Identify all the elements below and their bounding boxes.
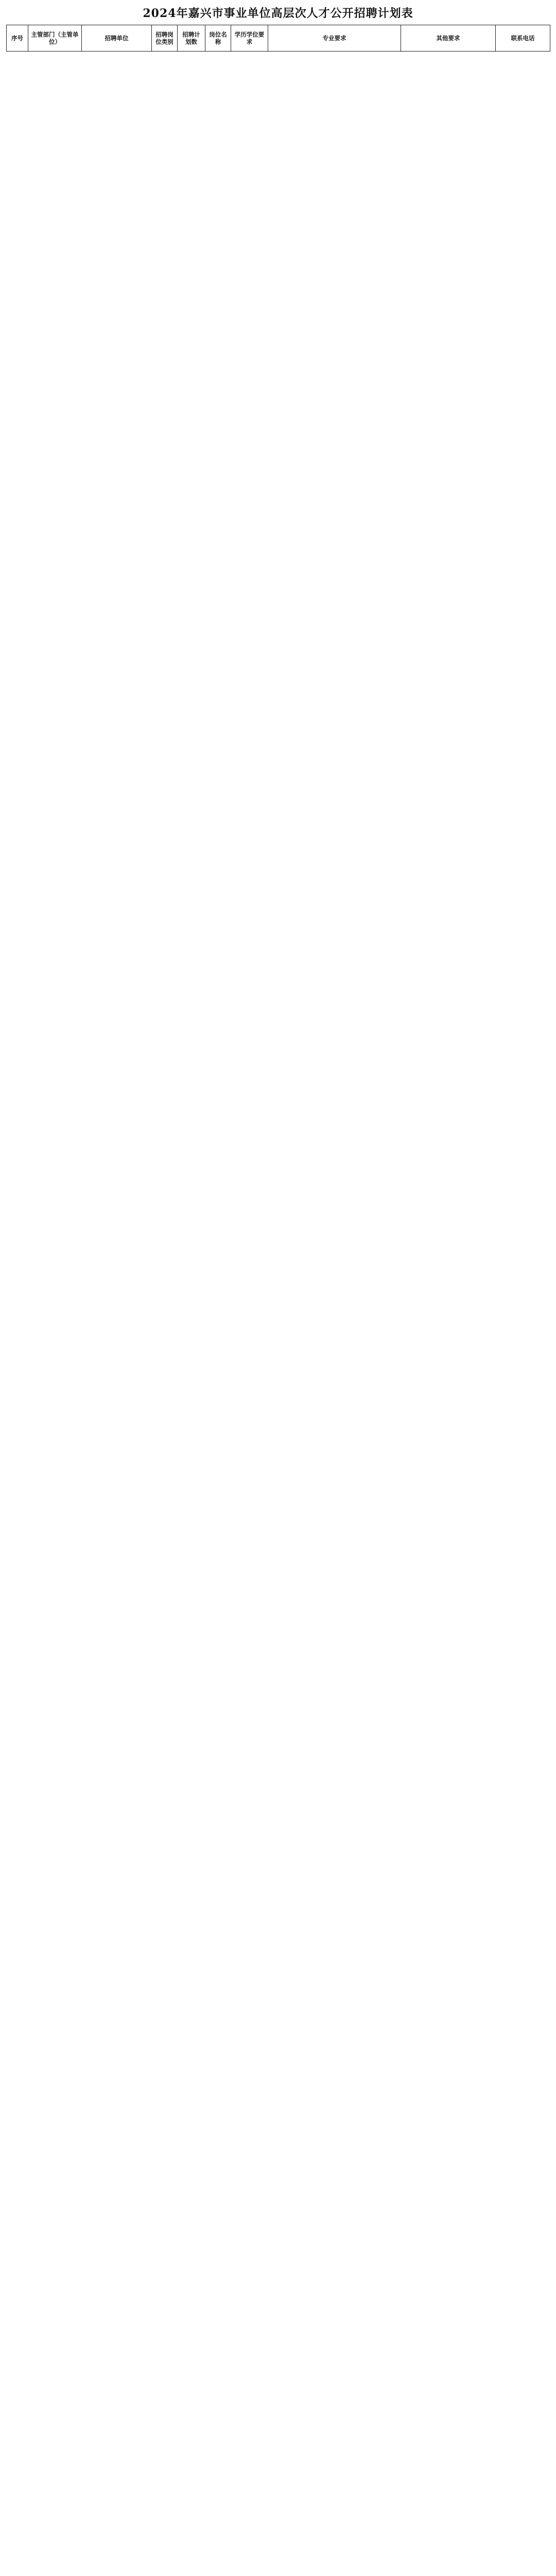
header-education-requirement: 学历学位要求 (231, 25, 268, 52)
header-position-category: 招聘岗位类别 (152, 25, 178, 52)
header-recruiting-unit: 招聘单位 (82, 25, 152, 52)
table-header-row (7, 25, 550, 52)
recruitment-table-container (6, 25, 550, 52)
document-title: 2024年嘉兴市事业单位高层次人才公开招聘计划表 (143, 6, 413, 20)
header-supervising-department: 主管部门（主管单位） (28, 25, 82, 52)
header-serial-number: 序号 (7, 25, 28, 52)
recruitment-plan-table (6, 25, 550, 52)
header-major-requirement: 专业要求 (268, 25, 401, 52)
header-position-name: 岗位名称 (205, 25, 231, 52)
header-contact-phone: 联系电话 (496, 25, 550, 52)
header-other-requirements: 其他要求 (401, 25, 496, 52)
header-plan-count: 招聘计划数 (178, 25, 205, 52)
